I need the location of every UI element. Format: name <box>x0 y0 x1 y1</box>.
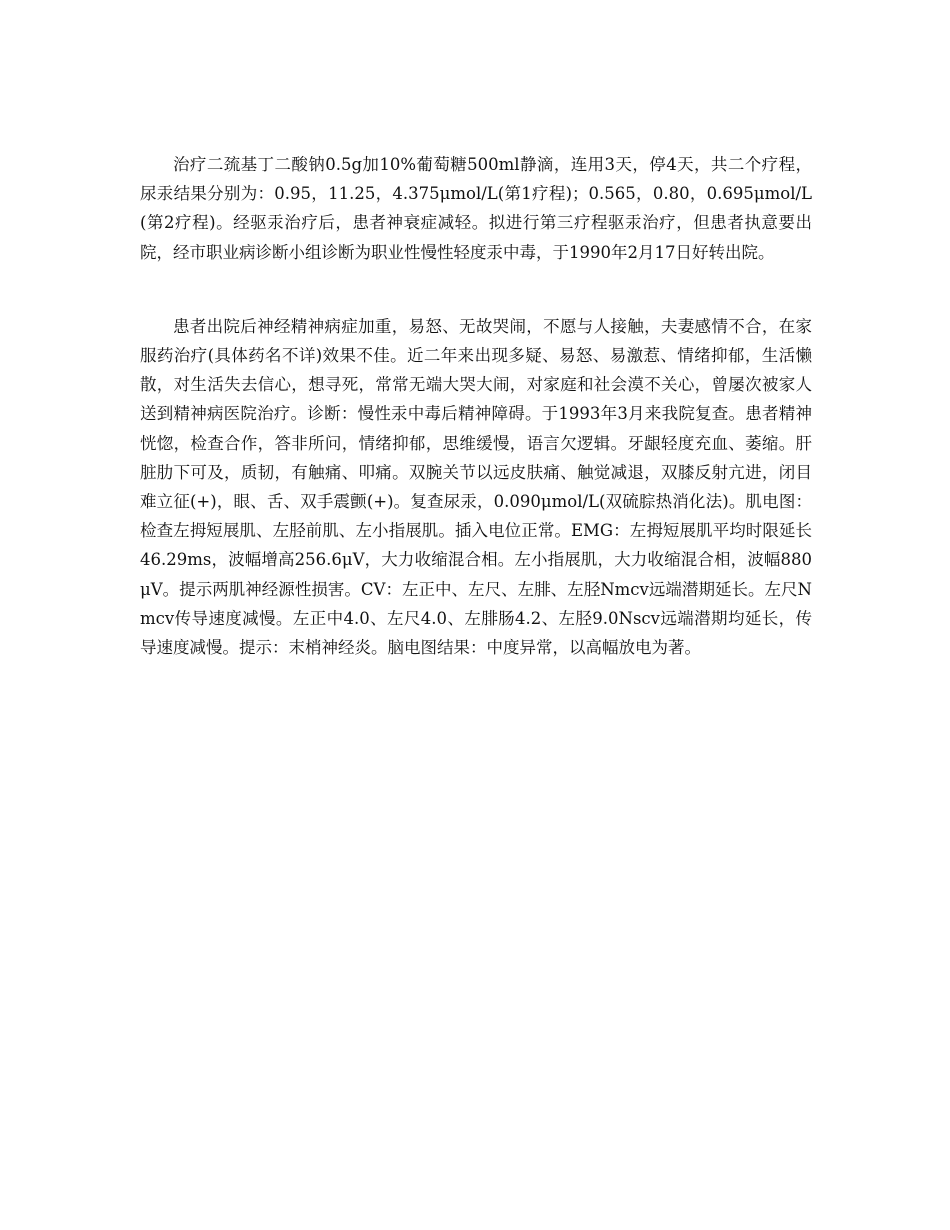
document-body <box>140 150 812 662</box>
paragraph-treatment: 治疗二巯基丁二酸钠0.5g加10%葡萄糖500ml静滴，连用3天，停4天，共二个疗程，尿汞结果分别为：0.95，11.25，4.375μmol/L(第1疗程)；0.565，0.80，0.695μmol/L(第2疗程)。经驱汞治疗后，患者神衰症减轻。拟进行第三疗程驱汞治疗，但患者执意要出院，经市职业病诊断小组诊断为职业性慢性轻度汞中毒，于1990年2月17日好转出院。 <box>140 155 812 262</box>
paragraph-follow-up: 患者出院后神经精神病症加重，易怒、无故哭闹，不愿与人接触，夫妻感情不合，在家服药治疗(具体药名不详)效果不佳。近二年来出现多疑、易怒、易激惹、情绪抑郁，生活懒散，对生活失去信心，想寻死，常常无端大哭大闹，对家庭和社会漠不关心，曾屡次被家人送到精神病医院治疗。诊断：慢性汞中毒后精神障碍。于1993年3月来我院复查。患者精神恍惚，检查合作，答非所问，情绪抑郁，思维缓慢，语言欠逻辑。牙龈轻度充血、萎缩。肝脏肋下可及，质韧，有触痛、叩痛。双腕关节以远皮肤痛、触觉减退，双膝反射亢进，闭目难立征(+)，眼、舌、双手震颤(+)。复查尿汞，0.090μmol/L(双硫腙热消化法)。肌电图：检查左拇短展肌、左胫前肌、左小指展肌。插入电位正常。EMG：左拇短展肌平均时限延长46.29ms，波幅增高256.6μV，大力收缩混合相。左小指展肌，大力收缩混合相，波幅880μV。提示两肌神经源性损害。CV：左正中、左尺、左腓、左胫Nmcv远端潜期延长。左尺Nmcv传导速度减慢。左正中4.0、左尺4.0、左腓肠4.2、左胫9.0Nscv远端潜期均延长，传导速度减慢。提示：末梢神经炎。脑电图结果：中度异常，以高幅放电为著。 <box>140 316 812 658</box>
